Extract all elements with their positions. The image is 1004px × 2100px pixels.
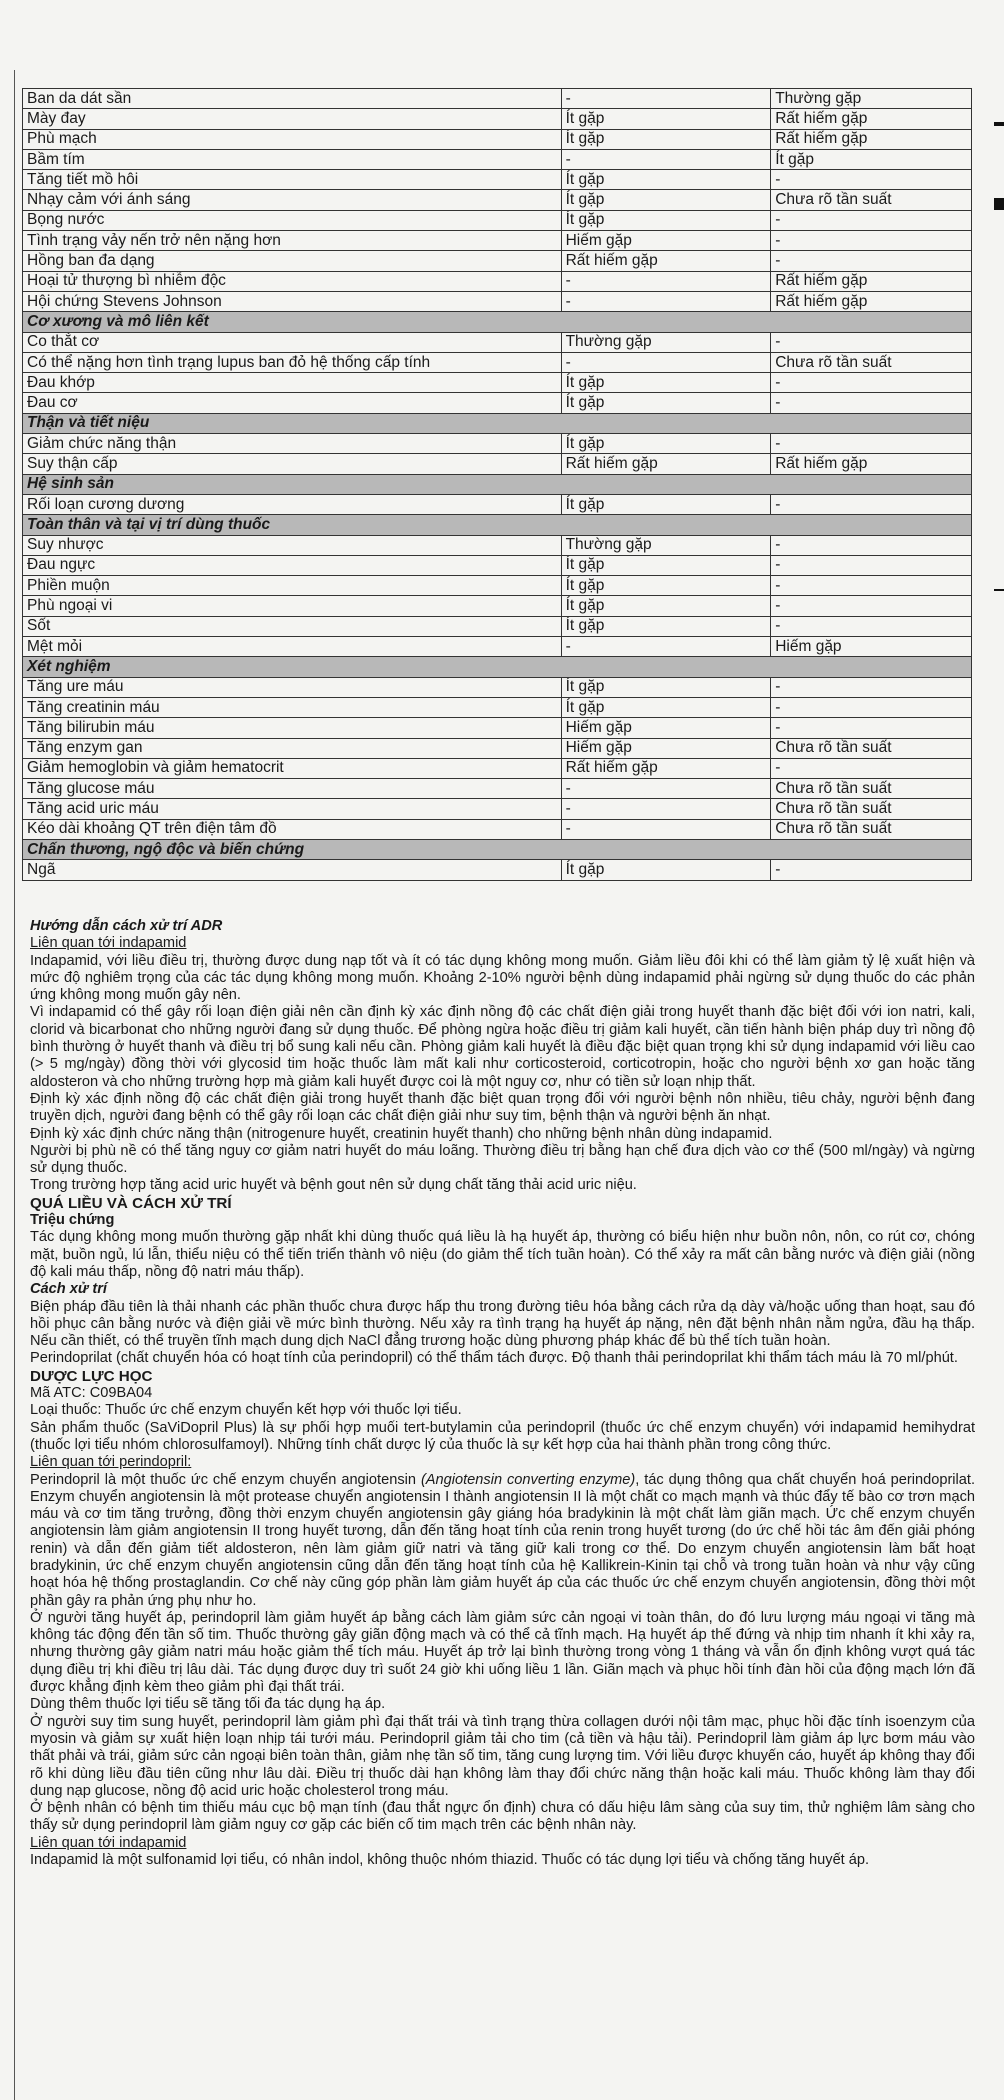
frequency-cell: - (771, 251, 972, 271)
table-row (23, 129, 972, 149)
paragraph (30, 1472, 975, 1610)
adr-heading: Hướng dẫn cách xử trí ADR (30, 918, 223, 934)
frequency-cell: - (771, 210, 972, 230)
reaction-cell: Phiền muộn (23, 576, 562, 596)
group-label: Hệ sinh sản (23, 474, 972, 494)
edge-mark (994, 589, 1004, 591)
paragraph: Ở người tăng huyết áp, perindopril làm giảm huyết áp bằng cách làm giảm sức cản ngoại vi toàn thân, do đó lưu lượng máu ngoại vi tăng mà không tác động đến tần số tim. Thuốc thường gây giãn động mạch và có thể cả tĩnh mạch. Hạ huyết áp thế đứng và nhịp tim nhanh ít khi xảy ra, nhưng thường gây giảm natri máu hoặc giảm thể tích máu. Huyết áp trở lại bình thường trong vòng 1 tháng và vẫn ổn định không vượt quá tác dụng điều trị khi điều trị lâu dài. Tác dụng được duy trì suốt 24 giờ khi uống liều 1 lần. Giãn mạch và phục hồi tính đàn hồi của động mạch lớn đã được khẳng định kèm theo giảm phì đại thất trái. (30, 1609, 975, 1696)
frequency-cell: Thường gặp (771, 89, 972, 109)
table-row (23, 291, 972, 311)
frequency-cell: - (561, 352, 771, 372)
table-row (23, 454, 972, 474)
table-group-header (23, 413, 972, 433)
table-row (23, 697, 972, 717)
paragraph: Tác dụng không mong muốn thường gặp nhất khi dùng thuốc quá liều là hạ huyết áp, thường có biểu hiện như buồn nôn, nôn, co rút cơ, chóng mặt, buồn ngủ, lú lẫn, thiểu niệu có thể tiến triển thành vô niệu (do giảm thể tích tuần hoàn). Có thể xảy ra mất cân bằng nước và điện giải (nồng độ kali máu thấp, nồng độ natri máu thấp). (30, 1229, 975, 1280)
paragraph: Sản phẩm thuốc (SaViDopril Plus) là sự phối hợp muối tert-butylamin của perindopril (thuốc ức chế enzym chuyển) với indapamid hemihydrat (thuốc lợi tiểu nhóm chlorosulfamoyl). Những tính chất dược lý của thuốc là sự kết hợp của hai thành phần trong công thức. (30, 1419, 975, 1453)
table-row (23, 576, 972, 596)
table-row (23, 210, 972, 230)
frequency-cell: - (771, 535, 972, 555)
table-row (23, 799, 972, 819)
reaction-cell: Ban da dát sần (23, 89, 562, 109)
frequency-cell: - (561, 779, 771, 799)
text-run-italic: (Angiotensin converting enzyme) (420, 1471, 636, 1488)
table-row (23, 352, 972, 372)
frequency-cell: Hiếm gặp (561, 738, 771, 758)
frequency-cell: Ít gặp (561, 434, 771, 454)
edge-mark (994, 122, 1004, 126)
frequency-cell: Ít gặp (561, 697, 771, 717)
paragraph: Indapamid, với liều điều trị, thường được dung nạp tốt và ít có tác dụng không mong muốn. Giảm liều đôi khi có thể làm giảm tỷ lệ xuất hiện và mức độ nghiêm trọng của các tác dụng không mong muốn. Khoảng 2-10% người bệnh dùng indapamid phải ngừng sử dụng thuốc do các phản ứng không mong muốn gây nên. (30, 952, 975, 1004)
table-group-header (23, 657, 972, 677)
frequency-cell: Ít gặp (561, 190, 771, 210)
frequency-cell: - (771, 677, 972, 697)
frequency-cell: Ít gặp (561, 393, 771, 413)
adverse-reactions-table (22, 88, 972, 881)
frequency-cell: - (771, 332, 972, 352)
table-group-header (23, 515, 972, 535)
table-row (23, 373, 972, 393)
table-row (23, 190, 972, 210)
text-run: , tác dụng thông qua chất chuyển hoá perindoprilat. Enzym chuyển angiotensin là một protease chuyển angiotensin I thành angiotensin II là một chất co mạch mạnh và thúc đẩy tế bào cơ trơn mạch máu và cơ tim tăng trưởng, đồng thời enzym chuyển angiotensin gây giáng hóa bradykinin là một chất làm giãn mạch. Ức chế enzym chuyển angiotensin làm giảm angiotensin II trong huyết tương, dẫn đến tăng hoạt tính của renin trong huyết tương (do ức chế hồi tác âm đến giải phóng renin) và dẫn đến giảm tiết aldosteron, nên làm giảm giữ natri và tăng giữ kali trong cơ thể. Do enzym chuyển angiotensin làm bất hoạt bradykinin, ức chế enzym chuyển angiotensin cũng dẫn đến tăng hoạt tính của hệ Kallikrein-Kinin tại chỗ và trong tuần hoàn và như vậy cũng hoạt hóa hệ thống prostaglandin. Cơ chế này cũng góp phần làm giảm huyết áp của các thuốc ức chế enzym chuyển angiotensin, đồng thời một phần gây ra phản ứng phụ như ho. (30, 1471, 976, 1609)
paragraph: Biện pháp đầu tiên là thải nhanh các phần thuốc chưa được hấp thu trong đường tiêu hóa bằng cách rửa dạ dày và/hoặc uống than hoạt, sau đó hồi phục cân bằng nước và điện giải về mức bình thường. Nếu xảy ra tình trạng hạ huyết áp nặng, nên đặt bệnh nhân nằm ngửa, đầu hạ thấp. Nếu cần thiết, có thể truyền tĩnh mạch dung dịch NaCl đẳng trương hoặc dùng phương pháp khác để bù thể tích tuần hoàn. (30, 1298, 975, 1350)
table-row (23, 738, 972, 758)
frequency-cell: - (561, 799, 771, 819)
frequency-cell: Rất hiếm gặp (561, 251, 771, 271)
table-row (23, 89, 972, 109)
table-row (23, 494, 972, 514)
frequency-cell: Ít gặp (561, 677, 771, 697)
frequency-cell: - (771, 393, 972, 413)
frequency-cell: Ít gặp (771, 149, 972, 169)
reaction-cell: Ngã (23, 860, 562, 880)
frequency-cell: - (771, 697, 972, 717)
reaction-cell: Tăng enzym gan (23, 738, 562, 758)
group-label: Xét nghiệm (23, 657, 972, 677)
reaction-cell: Sốt (23, 616, 562, 636)
table-row (23, 149, 972, 169)
frequency-cell: - (561, 819, 771, 839)
indapamid-label: Liên quan tới indapamid (30, 1834, 187, 1851)
frequency-cell: Ít gặp (561, 494, 771, 514)
reaction-cell: Phù mạch (23, 129, 562, 149)
frequency-cell: Rất hiếm gặp (771, 291, 972, 311)
paragraph: Người bị phù nề có thể tăng nguy cơ giảm natri huyết do máu loãng. Thường điều trị bằng hạn chế đưa dịch vào cơ thể (500 ml/ngày) và ngừng sử dụng thuốc. (30, 1142, 975, 1177)
paragraph: Perindoprilat (chất chuyển hóa có hoạt tính của perindopril) có thể thẩm tách được. Độ thanh thải perindoprilat khi thẩm tách máu là 70 ml/phút. (30, 1350, 958, 1367)
indapamid-label: Liên quan tới indapamid (30, 935, 187, 952)
reaction-cell: Hoại tử thượng bì nhiễm độc (23, 271, 562, 291)
paragraph: Định kỳ xác định chức năng thận (nitrogenure huyết, creatinin huyết thanh) cho những bệnh nhân dùng indapamid. (30, 1125, 773, 1142)
reaction-cell: Tăng acid uric máu (23, 799, 562, 819)
reaction-cell: Suy thận cấp (23, 454, 562, 474)
edge-mark (994, 198, 1004, 210)
reaction-cell: Đau khớp (23, 373, 562, 393)
pharmacodynamics-heading: DƯỢC LỰC HỌC (30, 1367, 153, 1385)
frequency-cell: Ít gặp (561, 596, 771, 616)
reaction-cell: Bọng nước (23, 210, 562, 230)
table-row (23, 758, 972, 778)
document-body (30, 918, 975, 1869)
frequency-cell: - (771, 616, 972, 636)
reaction-cell: Đau ngực (23, 555, 562, 575)
reaction-cell: Tăng creatinin máu (23, 697, 562, 717)
frequency-cell: Ít gặp (561, 373, 771, 393)
table-group-header (23, 474, 972, 494)
table-row (23, 637, 972, 657)
paragraph: Indapamid là một sulfonamid lợi tiểu, có nhân indol, không thuộc nhóm thiazid. Thuốc có tác dụng lợi tiểu và chống tăng huyết áp. (30, 1852, 870, 1869)
table-row (23, 170, 972, 190)
frequency-cell: Hiếm gặp (561, 231, 771, 251)
frequency-cell: Hiếm gặp (561, 718, 771, 738)
paragraph: Ở bệnh nhân có bệnh tim thiếu máu cục bộ mạn tính (đau thắt ngực ổn định) chưa có dấu hiệu lâm sàng của suy tim, thử nghiệm lâm sàng cho thấy sử dụng perindopril làm giảm nguy cơ gặp các biến cố tim mạch trên các bệnh nhân này. (30, 1800, 975, 1834)
reaction-cell: Tăng tiết mồ hôi (23, 170, 562, 190)
paragraph: Dùng thêm thuốc lợi tiểu sẽ tăng tối đa tác dụng hạ áp. (30, 1696, 386, 1713)
paragraph: Trong trường hợp tăng acid uric huyết và bệnh gout nên sử dụng chất tăng thải acid uric niệu. (30, 1177, 637, 1194)
overdose-heading: QUÁ LIỀU VÀ CÁCH XỬ TRÍ (30, 1194, 232, 1212)
reaction-cell: Giảm chức năng thận (23, 434, 562, 454)
symptoms-heading: Triệu chứng (30, 1212, 115, 1229)
frequency-cell: Chưa rõ tần suất (771, 779, 972, 799)
reaction-cell: Nhạy cảm với ánh sáng (23, 190, 562, 210)
table-row (23, 860, 972, 880)
frequency-cell: Ít gặp (561, 129, 771, 149)
reaction-cell: Giảm hemoglobin và giảm hematocrit (23, 758, 562, 778)
table-row (23, 434, 972, 454)
frequency-cell: Ít gặp (561, 170, 771, 190)
text-run: Perindopril là một thuốc ức chế enzym chuyển angiotensin (30, 1471, 421, 1488)
table-row (23, 251, 972, 271)
frequency-cell: - (771, 718, 972, 738)
group-label: Cơ xương và mô liên kết (23, 312, 972, 332)
frequency-cell: - (771, 170, 972, 190)
frequency-cell: Rất hiếm gặp (561, 758, 771, 778)
reaction-cell: Hội chứng Stevens Johnson (23, 291, 562, 311)
treatment-heading: Cách xử trí (30, 1281, 107, 1298)
frequency-cell: - (771, 555, 972, 575)
frequency-cell: Ít gặp (561, 616, 771, 636)
margin-line (14, 70, 15, 2100)
reaction-cell: Đau cơ (23, 393, 562, 413)
paragraph: Ở người suy tim sung huyết, perindopril làm giảm phì đại thất trái và tình trạng thừa collagen dưới nội tâm mạc, phục hồi đặc tính isoenzym của myosin và giảm sự xuất hiện loạn nhịp tái tưới máu. Perindopril giảm tải cho tim (cả tiền và hậu tải). Perindopril làm giảm áp lực bơm máu vào thất phải và trái, giảm sức cản ngoại biên toàn thân, giảm nhẹ tần số tim, tăng cung lượng tim. Với liều được khuyến cáo, huyết áp không thay đổi rõ khi dùng liều đầu tiên cũng như lâu dài. Điều trị thuốc dài hạn không làm thay đổi chức năng thận hoặc kali máu. Thuốc không làm thay đổi dung nạp glucose, nồng độ acid uric hoặc cholesterol trong máu. (30, 1713, 975, 1799)
frequency-cell: Chưa rõ tần suất (771, 819, 972, 839)
frequency-cell: - (561, 271, 771, 291)
table-row (23, 231, 972, 251)
frequency-cell: - (771, 860, 972, 880)
frequency-cell: - (561, 291, 771, 311)
reaction-cell: Kéo dài khoảng QT trên điện tâm đồ (23, 819, 562, 839)
frequency-cell: Ít gặp (561, 210, 771, 230)
group-label: Toàn thân và tại vị trí dùng thuốc (23, 515, 972, 535)
frequency-cell: - (561, 89, 771, 109)
frequency-cell: Chưa rõ tần suất (771, 190, 972, 210)
frequency-cell: Hiếm gặp (771, 637, 972, 657)
frequency-cell: Chưa rõ tần suất (771, 799, 972, 819)
frequency-cell: Thường gặp (561, 332, 771, 352)
reaction-cell: Có thể nặng hơn tình trạng lupus ban đỏ hệ thống cấp tính (23, 352, 562, 372)
table-row (23, 616, 972, 636)
document-page (14, 0, 1004, 2100)
frequency-cell: - (771, 758, 972, 778)
group-label: Chấn thương, ngộ độc và biến chứng (23, 839, 972, 859)
table-row (23, 596, 972, 616)
frequency-cell: Chưa rõ tần suất (771, 352, 972, 372)
reaction-cell: Tình trạng vảy nến trở nên nặng hơn (23, 231, 562, 251)
table-row (23, 555, 972, 575)
table-row (23, 332, 972, 352)
reaction-cell: Tăng glucose máu (23, 779, 562, 799)
frequency-cell: Ít gặp (561, 860, 771, 880)
frequency-cell: - (561, 149, 771, 169)
reaction-cell: Mày đay (23, 109, 562, 129)
table-row (23, 779, 972, 799)
group-label: Thận và tiết niệu (23, 413, 972, 433)
reaction-cell: Tăng ure máu (23, 677, 562, 697)
frequency-cell: Rất hiếm gặp (771, 271, 972, 291)
frequency-cell: Thường gặp (561, 535, 771, 555)
frequency-cell: Chưa rõ tần suất (771, 738, 972, 758)
frequency-cell: - (771, 494, 972, 514)
frequency-cell: Rất hiếm gặp (771, 454, 972, 474)
table-row (23, 271, 972, 291)
table-row (23, 677, 972, 697)
reaction-cell: Suy nhược (23, 535, 562, 555)
table-group-header (23, 312, 972, 332)
frequency-cell: Rất hiếm gặp (561, 454, 771, 474)
paragraph: Định kỳ xác định nồng độ các chất điện giải trong huyết thanh đặc biệt quan trọng đối với người bệnh nôn nhiều, tiêu chảy, người bệnh đang truyền dịch, người đang bệnh có thể gây rối loạn các chất điện giải như suy tim, bệnh thận và người bệnh ăn nhạt. (30, 1090, 975, 1125)
frequency-cell: - (771, 576, 972, 596)
table-row (23, 819, 972, 839)
table-row (23, 109, 972, 129)
table-row (23, 535, 972, 555)
reaction-cell: Hồng ban đa dạng (23, 251, 562, 271)
reaction-cell: Co thắt cơ (23, 332, 562, 352)
frequency-cell: - (771, 373, 972, 393)
atc-code: Mã ATC: C09BA04 (30, 1385, 153, 1402)
frequency-cell: Rất hiếm gặp (771, 129, 972, 149)
reaction-cell: Phù ngoại vi (23, 596, 562, 616)
frequency-cell: Ít gặp (561, 109, 771, 129)
frequency-cell: - (771, 231, 972, 251)
frequency-cell: Rất hiếm gặp (771, 109, 972, 129)
reaction-cell: Tăng bilirubin máu (23, 718, 562, 738)
reaction-cell: Bầm tím (23, 149, 562, 169)
perindopril-label: Liên quan tới perindopril: (30, 1454, 192, 1471)
frequency-cell: - (771, 434, 972, 454)
frequency-cell: - (771, 596, 972, 616)
frequency-cell: Ít gặp (561, 555, 771, 575)
frequency-cell: - (561, 637, 771, 657)
table-row (23, 718, 972, 738)
reaction-cell: Mệt mỏi (23, 637, 562, 657)
table-row (23, 393, 972, 413)
table-group-header (23, 839, 972, 859)
reaction-cell: Rối loạn cương dương (23, 494, 562, 514)
paragraph: Vì indapamid có thể gây rối loạn điện giải nên cần định kỳ xác định nồng độ các chất điện giải trong huyết thanh đặc biệt đối với ion natri, kali, clorid và bicarbonat cho những người đang sử dụng thuốc. Để phòng ngừa hoặc điều trị giảm kali huyết, cần tiến hành biện pháp duy trì nồng độ bình thường ở huyết thanh và điều trị bổ sung kali nếu cần. Phòng giảm kali huyết là điều đặc biệt quan trọng khi sử dụng indapamid với liều cao (> 5 mg/ngày) đồng thời với glycosid tim hoặc thuốc làm mất kali như corticosteroid, corticotropin, hoặc cho người bệnh xơ gan hoặc tăng aldosteron và cho những trường hợp mà giảm kali huyết được coi là một nguy cơ, như có tiền sử loạn nhịp thất. (30, 1004, 975, 1090)
drug-type: Loại thuốc: Thuốc ức chế enzym chuyển kết hợp với thuốc lợi tiểu. (30, 1402, 462, 1419)
frequency-cell: Ít gặp (561, 576, 771, 596)
